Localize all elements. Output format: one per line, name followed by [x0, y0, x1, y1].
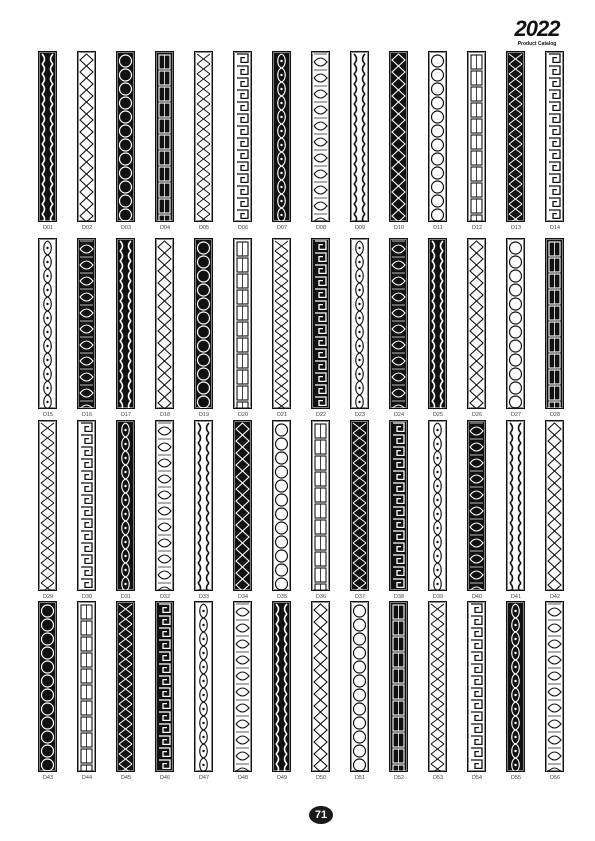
panel-d33: [194, 420, 213, 591]
panel-pattern-d15: [39, 239, 56, 408]
panel-pattern-d20: [234, 239, 251, 408]
panel-pattern-d02: [78, 52, 95, 221]
page-number: 71: [309, 806, 333, 824]
panel-pattern-d55: [507, 602, 524, 771]
panel-code-label: D13: [510, 225, 522, 231]
panel-code-label: D51: [354, 775, 366, 781]
panel-pattern-d08: [312, 52, 329, 221]
brand-subtitle: Product Catalog: [517, 41, 557, 47]
panel-pattern-d46: [156, 602, 173, 771]
panel-pattern-d16: [78, 239, 95, 408]
panel-pattern-d52: [390, 602, 407, 771]
panel-code-label: D14: [549, 225, 561, 231]
panel-pattern-d32: [156, 421, 173, 590]
panel-d25: [428, 238, 447, 409]
panel-code-label: D40: [471, 594, 483, 600]
panel-code-label: D04: [159, 225, 171, 231]
panel-pattern-d27: [507, 239, 524, 408]
panel-d46: [155, 601, 174, 772]
panel-d56: [545, 601, 564, 772]
panel-pattern-d22: [312, 239, 329, 408]
panel-d22: [311, 238, 330, 409]
panel-code-label: D36: [315, 594, 327, 600]
panel-d19: [194, 238, 213, 409]
panel-pattern-d40: [468, 421, 485, 590]
panel-code-label: D23: [354, 412, 366, 418]
panel-code-label: D56: [549, 775, 561, 781]
panel-pattern-d28: [546, 239, 563, 408]
panel-pattern-d13: [507, 52, 524, 221]
panel-code-label: D41: [510, 594, 522, 600]
panel-pattern-d04: [156, 52, 173, 221]
panel-pattern-d18: [156, 239, 173, 408]
panel-pattern-d44: [78, 602, 95, 771]
panel-code-label: D05: [198, 225, 210, 231]
panel-d26: [467, 238, 486, 409]
panel-d52: [389, 601, 408, 772]
panel-pattern-d33: [195, 421, 212, 590]
panel-pattern-d39: [429, 421, 446, 590]
panel-d30: [77, 420, 96, 591]
panel-d36: [311, 420, 330, 591]
panel-code-label: D15: [42, 412, 54, 418]
panel-d40: [467, 420, 486, 591]
panel-pattern-d29: [39, 421, 56, 590]
panel-code-label: D52: [393, 775, 405, 781]
panel-d10: [389, 51, 408, 222]
panel-code-label: D24: [393, 412, 405, 418]
panel-d20: [233, 238, 252, 409]
panel-d38: [389, 420, 408, 591]
panel-d11: [428, 51, 447, 222]
panel-code-label: D11: [433, 225, 443, 231]
panel-code-label: D55: [510, 775, 522, 781]
panel-d17: [116, 238, 135, 409]
panel-code-label: D03: [120, 225, 132, 231]
panel-code-label: D49: [276, 775, 288, 781]
panel-d24: [389, 238, 408, 409]
panel-d55: [506, 601, 525, 772]
panel-d18: [155, 238, 174, 409]
panel-code-label: D33: [198, 594, 210, 600]
panel-d32: [155, 420, 174, 591]
panel-d28: [545, 238, 564, 409]
panel-code-label: D30: [81, 594, 93, 600]
panel-d21: [272, 238, 291, 409]
panel-code-label: D16: [81, 412, 93, 418]
panel-pattern-d31: [117, 421, 134, 590]
panel-code-label: D31: [120, 594, 132, 600]
panel-code-label: D42: [549, 594, 561, 600]
panel-d41: [506, 420, 525, 591]
panel-code-label: D29: [42, 594, 54, 600]
panel-d34: [233, 420, 252, 591]
panel-d09: [350, 51, 369, 222]
panel-code-label: D01: [42, 225, 54, 231]
panel-d48: [233, 601, 252, 772]
panel-d47: [194, 601, 213, 772]
panel-pattern-d25: [429, 239, 446, 408]
panel-pattern-d35: [273, 421, 290, 590]
panel-pattern-d03: [117, 52, 134, 221]
panel-code-label: D47: [198, 775, 210, 781]
panel-code-label: D35: [276, 594, 288, 600]
panel-code-label: D19: [198, 412, 210, 418]
panel-code-label: D27: [510, 412, 522, 418]
panel-pattern-d48: [234, 602, 251, 771]
panel-d37: [350, 420, 369, 591]
panel-pattern-d23: [351, 239, 368, 408]
panel-d02: [77, 51, 96, 222]
panel-d31: [116, 420, 135, 591]
panel-code-label: D34: [237, 594, 249, 600]
panel-d49: [272, 601, 291, 772]
panel-pattern-d47: [195, 602, 212, 771]
panel-pattern-d49: [273, 602, 290, 771]
panel-d07: [272, 51, 291, 222]
brand-year: 2022: [514, 16, 560, 41]
panel-code-label: D08: [315, 225, 327, 231]
panel-code-label: D37: [354, 594, 366, 600]
panel-code-label: D46: [159, 775, 171, 781]
panel-d43: [38, 601, 57, 772]
panel-code-label: D25: [432, 412, 444, 418]
panel-pattern-d50: [312, 602, 329, 771]
panel-code-label: D48: [237, 775, 249, 781]
panel-code-label: D32: [159, 594, 171, 600]
panel-d01: [38, 51, 57, 222]
panel-d27: [506, 238, 525, 409]
panel-code-label: D09: [354, 225, 366, 231]
panel-code-label: D10: [393, 225, 405, 231]
panel-pattern-d45: [117, 602, 134, 771]
panel-pattern-d14: [546, 52, 563, 221]
panel-code-label: D06: [237, 225, 249, 231]
panel-pattern-d01: [39, 52, 56, 221]
panel-pattern-d41: [507, 421, 524, 590]
panel-pattern-d12: [468, 52, 485, 221]
panel-code-label: D07: [276, 225, 288, 231]
panel-pattern-d42: [546, 421, 563, 590]
panel-code-label: D17: [120, 412, 132, 418]
panel-code-label: D20: [237, 412, 249, 418]
panel-d03: [116, 51, 135, 222]
panel-d04: [155, 51, 174, 222]
panel-code-label: D53: [432, 775, 444, 781]
panel-code-label: D22: [315, 412, 327, 418]
panel-d08: [311, 51, 330, 222]
panel-code-label: D44: [81, 775, 93, 781]
panel-d45: [116, 601, 135, 772]
panel-d54: [467, 601, 486, 772]
panel-d16: [77, 238, 96, 409]
panel-d53: [428, 601, 447, 772]
panel-pattern-d37: [351, 421, 368, 590]
panel-pattern-d36: [312, 421, 329, 590]
panel-pattern-d17: [117, 239, 134, 408]
panel-d13: [506, 51, 525, 222]
panel-code-label: D26: [471, 412, 483, 418]
panel-code-label: D02: [81, 225, 93, 231]
panel-d14: [545, 51, 564, 222]
panel-pattern-d21: [273, 239, 290, 408]
panel-pattern-d43: [39, 602, 56, 771]
panel-d50: [311, 601, 330, 772]
panel-code-label: D45: [120, 775, 132, 781]
panel-pattern-d10: [390, 52, 407, 221]
panel-d12: [467, 51, 486, 222]
panel-d42: [545, 420, 564, 591]
panel-pattern-d34: [234, 421, 251, 590]
panel-pattern-d26: [468, 239, 485, 408]
panel-pattern-d11: [429, 52, 446, 221]
panel-code-label: D12: [471, 225, 483, 231]
panel-pattern-d06: [234, 52, 251, 221]
panel-code-label: D39: [432, 594, 444, 600]
panel-pattern-d30: [78, 421, 95, 590]
panel-code-label: D28: [549, 412, 561, 418]
panel-d15: [38, 238, 57, 409]
panel-code-label: D43: [42, 775, 54, 781]
panel-pattern-d19: [195, 239, 212, 408]
panel-code-label: D50: [315, 775, 327, 781]
panel-pattern-d09: [351, 52, 368, 221]
panel-d44: [77, 601, 96, 772]
panel-pattern-d05: [195, 52, 212, 221]
panel-pattern-d38: [390, 421, 407, 590]
panel-d05: [194, 51, 213, 222]
panel-d39: [428, 420, 447, 591]
panel-d06: [233, 51, 252, 222]
panel-code-label: D38: [393, 594, 405, 600]
panel-pattern-d51: [351, 602, 368, 771]
panel-d51: [350, 601, 369, 772]
panel-code-label: D18: [159, 412, 171, 418]
panel-d23: [350, 238, 369, 409]
panel-code-label: D21: [276, 412, 288, 418]
panel-code-label: D54: [471, 775, 483, 781]
panel-pattern-d24: [390, 239, 407, 408]
panel-d35: [272, 420, 291, 591]
panel-pattern-d54: [468, 602, 485, 771]
panel-d29: [38, 420, 57, 591]
panel-pattern-d56: [546, 602, 563, 771]
panel-pattern-d53: [429, 602, 446, 771]
panel-pattern-d07: [273, 52, 290, 221]
